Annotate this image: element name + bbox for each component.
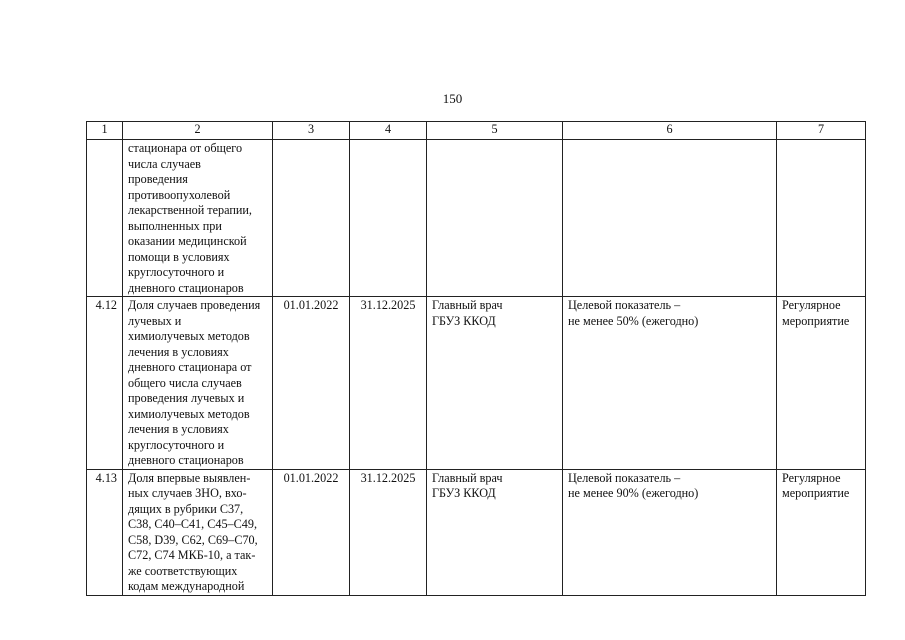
cell-text-line: лечения в условиях [128,422,229,436]
responsible [427,469,563,595]
cell-text-line: дневного стационаров [128,280,244,295]
cell-text-line: противоопухолевой [128,187,231,202]
measure-type [777,469,866,595]
cell-text-line: стационара от общего [128,141,243,155]
column-number-row [87,122,866,140]
cell-text-line: дневного стационаров [128,453,244,467]
cell-text-line: лекарственной терапии, [128,203,252,217]
column-header: 2 [123,122,273,140]
column-header: 6 [563,122,777,140]
cell-text-line: ных случаев ЗНО, вхо- [128,486,247,500]
end-date: 31.12.2025 [350,469,427,595]
cell-text-line: круглосуточного и [128,437,225,452]
indicator [563,140,777,297]
cell-text-line: проведения [128,172,188,186]
cell-text-line: помощи в условиях [128,249,230,264]
page-number: 150 [442,91,463,106]
column-header: 4 [350,122,427,140]
column-header: 3 [273,122,350,140]
responsible [427,140,563,297]
cell-text-line: не менее 50% (ежегодно) [568,313,699,328]
end-date [350,140,427,297]
cell-text-line: мероприятие [782,486,850,500]
cell-text-line: лечения в условиях [128,344,229,359]
column-header: 1 [87,122,123,140]
cell-text-line: C58, D39, C62, C69–C70, [128,532,258,547]
cell-text-line: круглосуточного и [128,265,225,279]
cell-text-line: же соответствующих [128,563,238,578]
cell-text-line: Целевой показатель – [568,298,681,312]
table-row [87,297,866,470]
cell-text-line: проведения лучевых и [128,391,245,405]
cell-text-line: кодам международной [128,579,245,593]
cell-text-line: Регулярное [782,298,841,312]
cell-text-line: дневного стационара от [128,360,252,374]
measure-name [123,297,273,470]
cell-text-line: ГБУЗ ККОД [432,313,496,328]
measures-table [86,121,866,596]
table-row [87,140,866,297]
cell-text-line: химиолучевых методов [128,329,250,343]
cell-text-line: Главный врач [432,298,503,312]
cell-text-line: Регулярное [782,470,841,485]
cell-text-line: лучевых и [128,313,182,328]
end-date: 31.12.2025 [350,297,427,470]
item-number: 4.12 [87,297,123,470]
cell-text-line: Доля случаев проведения [128,298,261,312]
cell-text-line: мероприятие [782,313,850,328]
start-date: 01.01.2022 [273,469,350,595]
measure-name [123,469,273,595]
cell-text-line: общего числа случаев [128,375,242,390]
cell-text-line: числа случаев [128,156,201,171]
cell-text-line: Главный врач [432,470,503,485]
cell-text-line: химиолучевых методов [128,406,250,421]
item-number: 4.13 [87,469,123,595]
column-header: 5 [427,122,563,140]
cell-text-line: дящих в рубрики C37, [128,501,244,516]
column-header: 7 [777,122,866,140]
item-number [87,140,123,297]
cell-text-line: ГБУЗ ККОД [432,486,496,500]
measure-type [777,297,866,470]
start-date: 01.01.2022 [273,297,350,470]
cell-text-line: оказании медицинской [128,234,247,248]
cell-text-line: C38, C40–C41, C45–C49, [128,517,258,531]
measure-name [123,140,273,297]
cell-text-line: выполненных при [128,218,222,233]
responsible [427,297,563,470]
table-row [87,469,866,595]
cell-text-line: Доля впервые выявлен- [128,470,251,485]
indicator [563,469,777,595]
indicator [563,297,777,470]
cell-text-line: C72, C74 МКБ-10, а так- [128,548,256,562]
start-date [273,140,350,297]
measure-type [777,140,866,297]
cell-text-line: не менее 90% (ежегодно) [568,486,699,500]
cell-text-line: Целевой показатель – [568,470,681,485]
